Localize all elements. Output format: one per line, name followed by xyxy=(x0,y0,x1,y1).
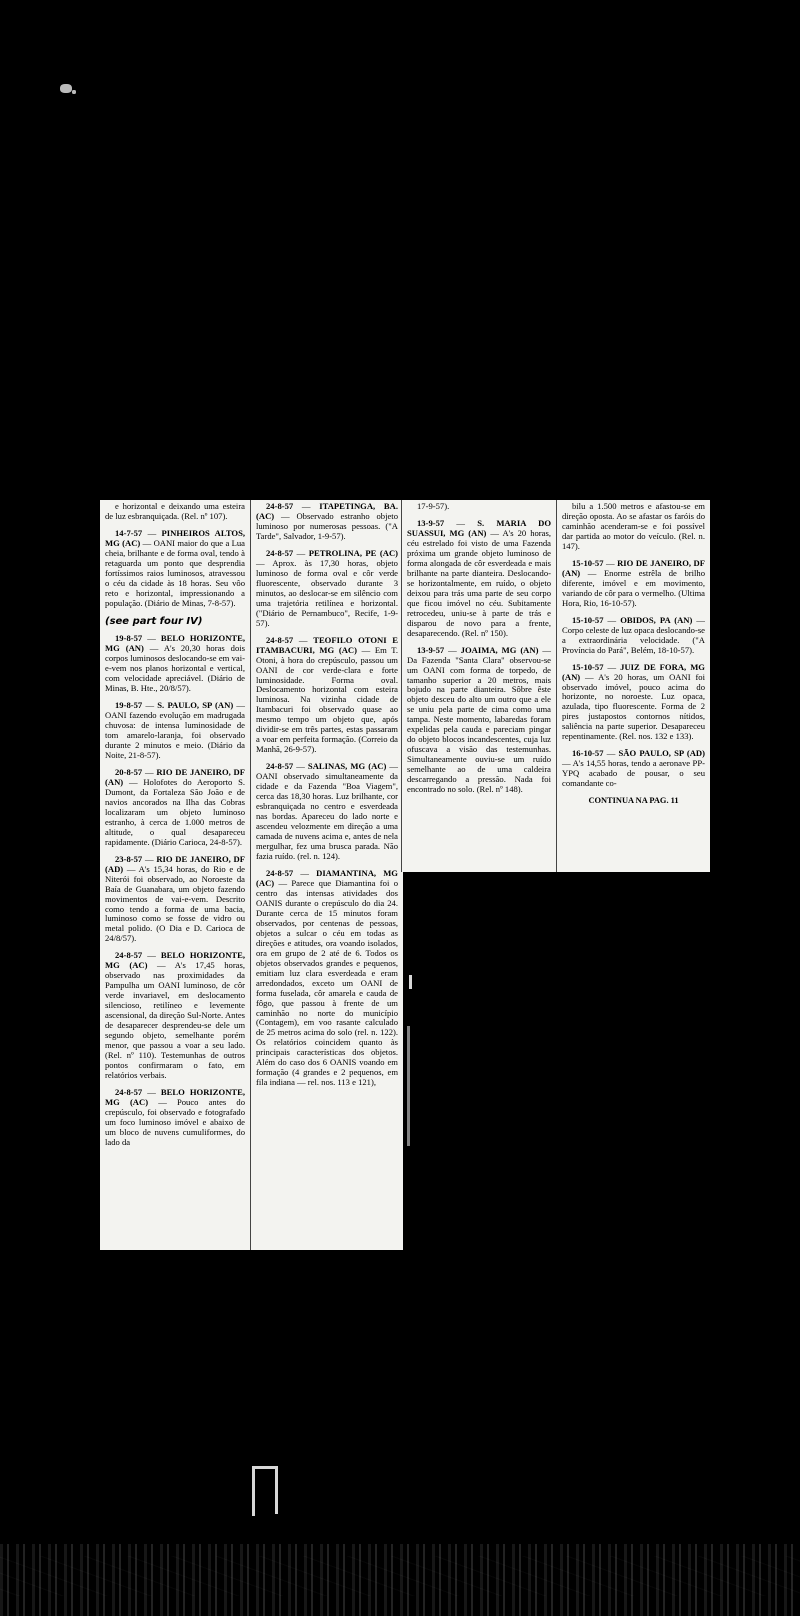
film-edge-mark xyxy=(252,1466,255,1516)
news-entry: 15-10-57 — RIO DE JANEIRO, DF (AN) — Enorme estrêla de brilho diferente, imóvel e em movimento, variando de côr para o vermelho. (Ultima Hora, Rio, 16-10-57). xyxy=(562,557,706,608)
news-entry: 13-9-57 — S. MARIA DO SUASSUI, MG (AN) — A's 20 horas, céu estrelado foi visto de uma Fazenda próxima um grande objeto luminoso de forma alongada de côr esverdeada e mais brilhante na parte dianteira. Deslocando-se horizontalmente, em ruído, o objeto deixou para trás uma parte de seu corpo que ficou imóvel no céu. Subitamente retrocedeu, uniu-se à parte de trás e disparou de novo para a frente, desaparecendo. (Rel. nº 150). xyxy=(407,517,552,638)
news-entry: 24-8-57 — BELO HORIZONTE, MG (AC) — A's 17,45 horas, observado nas proximidades da Pampulha um OANI luminoso, de côr verde invariavel, em deslocamento silencioso, retilíneo e levemente ascensional, da direção Sul-Norte. Antes de desaparecer desprendeu-se dele um segundo objeto, semelhante porém menor, que passou a voar a seu lado. (Rel. nº 110). Testemunhas de outros pontos confirmaram o fato, em relatórios verbais. xyxy=(105,950,246,1080)
dust-speck xyxy=(60,84,72,93)
news-entry: 14-7-57 — PINHEIROS ALTOS, MG (AC) — OANI maior do que a Lua cheia, brilhante e de forma oval, tendo à retaguarda um ponto que desprendia fortíssimos raios luminosos, atravessou o céu da cidade às 18 horas. Seu vôo reto e horizontal, impressionando a população. (Diário de Minas, 7-8-57). xyxy=(105,527,246,608)
column-1 xyxy=(100,500,250,1250)
column-2 xyxy=(251,500,403,1250)
paper-fragment xyxy=(407,1026,410,1146)
news-entry: 15-10-57 — OBIDOS, PA (AN) — Corpo celeste de luz opaca deslocando-se a extraordinária velocidade. ("A Província do Pará", Belém, 18-10-57). xyxy=(562,614,705,655)
news-entry: 24-8-57 — PETROLINA, PE (AC) — Aprox. às 17,30 horas, objeto luminoso de forma oval e côr verde fluorescente, observado durante 3 minutos, ao deslocar-se em silêncio com uma trajetória retilínea e horizontal. ("Diário de Pernambuco", Recife, 1-9-57). xyxy=(256,547,399,628)
article-fragment: 17-9-57). xyxy=(417,501,450,511)
news-entry: 20-8-57 — RIO DE JANEIRO, DF (AN) — Holofotes do Aeroporto S. Dumont, da Fortaleza São João e de navios ancorados na Ilha das Cobras localizaram um objeto luminoso estranho, à cerca de 1.000 metros de altitude, o qual desapareceu rapidamente. (Diário Carioca, 24-8-57). xyxy=(105,766,246,847)
film-grain xyxy=(0,1544,800,1616)
news-entry: 13-9-57 — JOAIMA, MG (AN) — Da Fazenda "Santa Clara" observou-se um OANI com forma de torpedo, de tamanho superior a 20 metros, mais bojudo na parte dianteira. Sôbre êste objeto desceu do alto um outro que a ele se uniu pela parte de cima como uma tampa. Neste momento, labaredas foram expelidas pela cauda e pareciam pingar do objeto blocos incandescentes, cuja luz ofuscava a visão das testemunhas. Simultaneamente ouviu-se um ruído semelhante ao de uma caldeira descarregando a pressão. Nada foi encontrado no solo. (Rel. nº 148). xyxy=(407,644,551,795)
news-entry: 19-8-57 — BELO HORIZONTE, MG (AN) — A's 20,30 horas dois corpos luminosos deslocando-se em vai-e-vem nos planos horizontal e vertical, com velocidade apreciável. (Diário de Minas, B. Hte., 20/8/57). xyxy=(105,633,246,694)
dust-speck xyxy=(72,90,76,94)
news-entry: 24-8-57 — BELO HORIZONTE, MG (AC) — Pouco antes do crepúsculo, foi observado e fotografado um foco luminoso imóvel e abaixo de um bloco de nuvens cumuliformes, do lado da xyxy=(105,1086,246,1147)
column-4 xyxy=(557,500,710,872)
continuation-notice: CONTINUA NA PAG. 11 xyxy=(588,796,679,806)
article-fragment: e horizontal e deixando uma esteira de luz esbranquiçada. (Rel. nº 107). xyxy=(105,501,245,521)
news-entry: 15-10-57 — JUIZ DE FORA, MG (AN) — A's 20 horas, um OANI foi observado imóvel, pouco acima do horizonte, no noroeste. Luz opaca, azulada, tipo fluorescente. Forma de 2 pires justapostos contornos nítidos, saliência na parte superior. Desapareceu repentinamente. (Rel. nos. 132 e 133). xyxy=(562,661,705,742)
news-entry: 24-8-57 — TEOFILO OTONI E ITAMBACURI, MG (AC) — Em T. Otoni, à hora do crepúsculo, passou um OANI de cor verde-clara e forte luminosidade. Forma oval. Deslocamento horizontal com esteira luminosa. Na vizinha cidade de Itambacuri foi observado quase ao mesmo tempo um objeto que, após dividir-se em três partes, estas passaram a voar em perfeita formação. (Correio da Manhã, 26-9-57). xyxy=(256,634,399,755)
news-entry: 19-8-57 — S. PAULO, SP (AN) — OANI fazendo evolução em madrugada chuvosa: de intensa luminosidade de tom amarelo-laranja, foi observado durante 2 minutos e meio. (Diário da Noite, 21-8-57). xyxy=(105,700,246,760)
news-entry: 24-8-57 — SALINAS, MG (AC) — OANI observado simultaneamente da cidade e da Fazenda "Boa Viagem", cerca das 18,30 horas. Luz brilhante, cor esbranquiçada no centro e esverdeada nas bordas. Apareceu do lado norte e ascendeu velozmente em direção a uma camada de nuvens acima e, antes de nela mergulhar, fez uma brusca parada. Não fazia ruído. (rel. n. 124). xyxy=(256,761,399,861)
column-3 xyxy=(402,500,556,872)
film-edge-mark xyxy=(275,1466,278,1514)
news-entry: 24-8-57 — ITAPETINGA, BA. (AC) — Observado estranho objeto luminoso por numerosas pessoas. ("A Tarde", Salvador, 1-9-57). xyxy=(256,501,398,541)
handwritten-note: (see part four IV) xyxy=(105,615,203,627)
article-fragment: bilu a 1.500 metros e afastou-se em direção oposta. Ao se afastar os faróis do caminhão acenderam-se e foi possível dar partida ao motor do veículo. (Rel. n. 147). xyxy=(562,501,705,551)
paper-fragment xyxy=(409,975,412,989)
news-entry: 24-8-57 — DIAMANTINA, MG (AC) — Parece que Diamantina foi o centro das intensas atividades dos OANIS durante o crepúsculo do dia 24. Durante cerca de 15 minutos foram observados, por centenas de pessoas, objetos a sulcar o céu em todas as direções e atitudes, ora voando isolados, ora em grupo de 2 até de 6. Todos os objetos observados grandes e pequenos, emitiam luz clara esverdeada e eram arredondados, exceto um OANI de forma fuselada, côr amarela e cauda de fôgo, que passou à frente de um caminhão no norte do município (Contagem), em voo rasante calculado de 25 metros acima do solo (rel. n. 122). Os relatórios coincidem quanto às principais características dos objetos. Além do caso dos 6 OANIS voando em formação (4 grandes e 2 pequenos, em fila indiana — rel. nos. 113 e 121), xyxy=(256,867,398,1088)
news-entry: 23-8-57 — RIO DE JANEIRO, DF (AD) — A's 15,34 horas, do Rio e de Niterói foi observado, ao Noroeste da Baía de Guanabara, um objeto fazendo movimentos de vai-e-vem. Descrito como tendo a forma de uma bacia, luminoso como se fosse de vidro ou metal polido. (O Dia e D. Carioca de 24/8/57). xyxy=(105,853,246,944)
news-entry: 16-10-57 — SÃO PAULO, SP (AD) — A's 14,55 horas, tendo a aeronave PP-YPQ acabado de pousar, o seu comandante co- xyxy=(562,748,705,789)
